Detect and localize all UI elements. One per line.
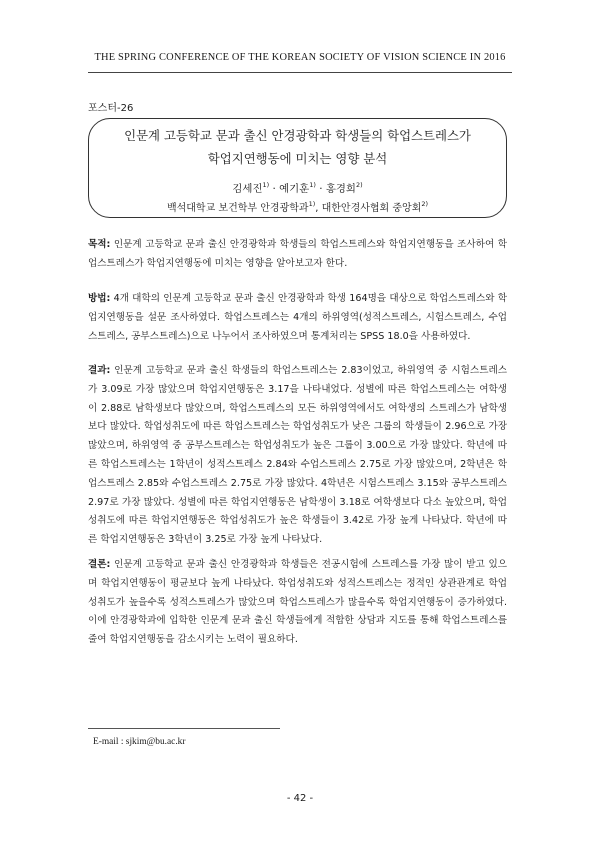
section-purpose [88, 236, 507, 274]
affiliation [89, 199, 506, 214]
section-label: 목적: [88, 239, 111, 250]
affiliation-2-sup: 2) [421, 200, 429, 208]
title-line-1: 인문계 고등학교 문과 출신 안경광학과 학생들의 학업스트레스가 [124, 128, 471, 143]
author-1-sup: 1) [262, 181, 270, 189]
section-text: 인문계 고등학교 문과 출신 안경광학과 학생들의 학업스트레스와 학업지연행동을 조사하여 학업스트레스가 학업지연행동에 미치는 영향을 알아보고자 한다. [88, 239, 507, 269]
section-method [88, 290, 507, 346]
author-separator: · [269, 183, 280, 195]
author-3-sup: 2) [355, 181, 363, 189]
section-result [88, 362, 507, 550]
section-text: 4개 대학의 인문계 고등학교 문과 출신 안경광학과 학생 164명을 대상으로 학업스트레스와 학업지연행동을 설문 조사하였다. 학업스트레스는 4개의 하위영역(성적스트레스, 시험스트레스, 수업스트레스, 공부스트레스)으로 나누어서 조사하였으며 통계처리는 SPSS 18.0을 사용하였다. [88, 293, 507, 342]
title-line-2: 학업지연행동에 미치는 영향 분석 [207, 151, 388, 166]
author-2: 예기훈 [279, 183, 310, 195]
section-text: 인문계 고등학교 문과 출신 학생들의 학업스트레스는 2.83이었고, 하위영역 중 시험스트레스가 3.09로 가장 많았으며 학업지연행동은 3.17을 나타내었다. 성별에 따른 학업스트레스는 여학생이 2.88로 남학생보다 많았으며, 학업스트레스의 모든 하위영역에서도 여학생의 스트레스가 남학생보다 많았다. 학업성취도에 따른 학업스트레스는 학업성취도가 낮은 그룹의 학생들이 2.96으로 가장 많았으며, 하위영역 중 공부스트레스는 학업성취도가 높은 그룹이 3.00으로 가장 많았다. 학년에 따른 학업스트레스는 1학년이 성적스트레스 2.84와 수업스트레스 2.75로 가장 많았으며, 2학년은 학업스트레스 2.85와 수업스트레스 2.75로 가장 많았다. 4학년은 시험스트레스 3.15와 공부스트레스 2.97로 가장 많았다. 성별에 따른 학업지연행동은 남학생이 3.18로 여학생보다 다소 높았으며, 학업성취도에 따른 학업지연행동은 학업성취도가 높은 학생들이 3.42로 가장 높게 나타났다. 학년에 따른 학업지연행동은 3학년이 3.25로 가장 높게 나타났다. [88, 365, 507, 546]
section-conclusion [88, 556, 507, 650]
author-list [89, 180, 506, 195]
author-separator: · [315, 183, 326, 195]
affiliation-1-sup: 1) [308, 200, 316, 208]
title-box [88, 118, 507, 218]
section-text: 인문계 고등학교 문과 출신 안경광학과 학생들은 전공시험에 스트레스를 가장 많이 받고 있으며 학업지연행동이 평균보다 높게 나타났다. 학업성취도와 성적스트레스는 정적인 상관관계로 학업성취도가 높을수록 성적스트레스가 많았으며 학업스트레스가 많을수록 학업지연행동이 증가하였다. 이에 안경광학과에 입학한 인문계 문과 출신 학생들에게 적합한 상담과 지도를 통해 학업스트레스를 줄여 학업지연행동을 감소시키는 노력이 필요하다. [88, 559, 507, 646]
section-label: 결론: [88, 559, 111, 570]
affiliation-1: 백석대학교 보건학부 안경광학과 [166, 203, 309, 214]
footnote-email: E-mail : sjkim@bu.ac.kr [93, 737, 186, 747]
poster-id: 포스터-26 [88, 103, 134, 114]
author-3: 홍경희 [325, 183, 356, 195]
page-number: - 42 - [286, 793, 314, 804]
running-header: THE SPRING CONFERENCE OF THE KOREAN SOCIETY OF VISION SCIENCE IN 2016 [94, 52, 506, 63]
author-1: 김세진 [232, 183, 263, 195]
footnote-divider [88, 728, 280, 729]
header-divider [88, 72, 512, 73]
affiliation-2: , 대한안경사협회 중앙회 [315, 203, 422, 214]
section-label: 방법: [88, 293, 111, 304]
section-label: 결과: [88, 365, 111, 376]
author-2-sup: 1) [309, 181, 316, 189]
